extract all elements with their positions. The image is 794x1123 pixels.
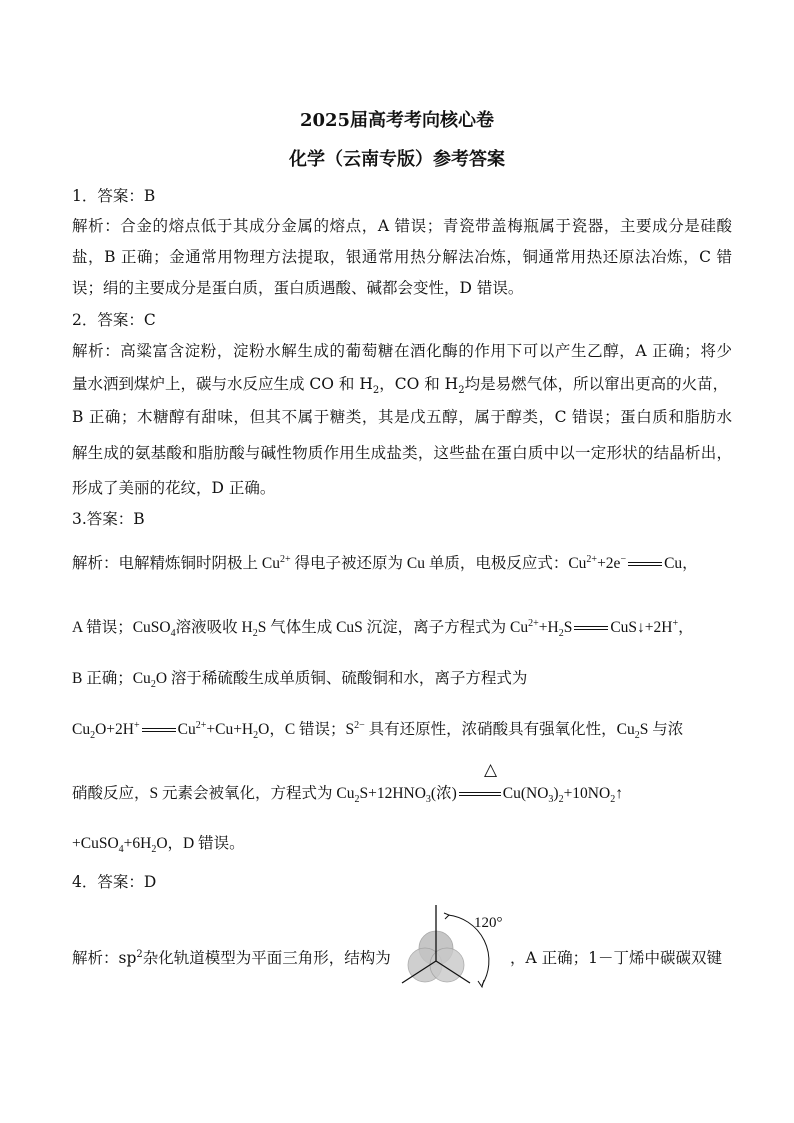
q2-answer: 2．答案：C <box>72 311 156 329</box>
doc-title: 2025届高考考向核心卷 <box>299 110 495 131</box>
equals-arrow <box>459 792 501 796</box>
equals-arrow <box>628 562 662 566</box>
q4-analysis-1b: ，A 正确；1－丁烯中碳碳双键 <box>510 949 722 967</box>
q3-analysis-2: A 错误；CuSO$_4$溶液吸收 $H_2S$ 气体生成 CuS 沉淀，离子方程式为 $Cu^{2+}+H_2S$ CuS↓+2H+， <box>72 617 694 640</box>
q1-analysis-3: 误；绢的主要成分是蛋白质，蛋白质遇酸、碱都会变性，D 错误。 <box>72 279 524 297</box>
angle-label: 120° <box>474 915 503 931</box>
sp2-orbital-diagram <box>398 905 510 1005</box>
q1-analysis-1: 解析：合金的熔点低于其成分金属的熔点，A 错误；青瓷带盖梅瓶属于瓷器，主要成分是硅酸 <box>72 217 732 235</box>
sp2-orbital-svg <box>398 905 510 1005</box>
q1-answer: 1．答案：B <box>72 187 156 205</box>
q3-analysis-4: $Cu_2O+2H^+$ $Cu^{2+}+Cu+H_2O$，C 错误；$S^{2-}$ 具有还原性，浓硝酸具有强氧化性，$Cu_2S$ 与浓 <box>72 719 684 742</box>
q4-analysis-1a: 解析：$sp^2$杂化轨道模型为平面三角形，结构为 <box>72 948 391 967</box>
q3-analysis-5: 硝酸反应，S 元素会被氧化，方程式为 $Cu_2S+12HNO_3$(浓) $Cu(NO_3)_2+10NO_2↑$ <box>72 785 623 806</box>
q2-analysis-4: 解生成的氨基酸和脂肪酸与碱性物质作用生成盐类，这些盐在蛋白质中以一定形状的结晶析出， <box>72 444 732 462</box>
q2-analysis-3: B 正确；木糖醇有甜味，但其不属于糖类，其是戊五醇，属于醇类，C 错误；蛋白质和脂肪水 <box>72 408 732 426</box>
q3-answer: 3.答案：B <box>72 510 145 528</box>
q2-analysis-2: 量水洒到煤炉上，碳与水反应生成 CO 和 $H_2$，CO 和 $H_2$均是易燃气体，所以窜出更高的火苗， <box>72 375 729 397</box>
q3-analysis-1: 解析：电解精炼铜时阴极上 $Cu^{2+}$ 得电子被还原为 Cu 单质，电极反应式：$Cu^{2+}+2e^-$ Cu， <box>72 553 698 572</box>
q3-analysis-6: $+CuSO_4+6H_2O$，D 错误。 <box>72 835 245 856</box>
doc-subtitle: 化学（云南专版）参考答案 <box>289 149 505 170</box>
q3-analysis-3: B 正确；$Cu_2O$ 溶于稀硫酸生成单质铜、硫酸铜和水，离子方程式为 <box>72 670 528 691</box>
q2-analysis-5: 形成了美丽的花纹，D 正确。 <box>72 479 276 497</box>
q1-analysis-2: 盐，B 正确；金通常用物理方法提取，银通常用热分解法冶炼，铜通常用热还原法冶炼，C 错 <box>72 248 732 266</box>
equals-arrow <box>574 626 608 630</box>
q4-answer: 4．答案：D <box>72 873 157 891</box>
q2-analysis-1: 解析：高粱富含淀粉，淀粉水解生成的葡萄糖在酒化酶的作用下可以产生乙醇，A 正确；将少 <box>72 342 732 360</box>
equals-arrow <box>142 728 176 732</box>
heat-symbol: △ <box>484 760 498 780</box>
